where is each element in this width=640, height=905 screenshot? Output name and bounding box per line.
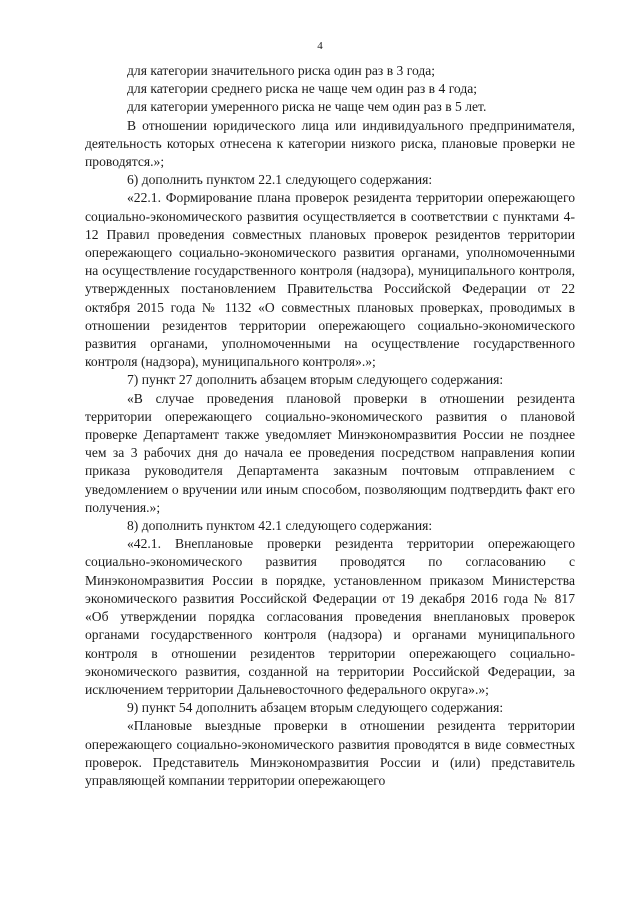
paragraph-clause-22-1: «22.1. Формирование плана проверок резидента территории опережающего социально-экономического развития осуществляется в соответствии с пунктами 4-12 Правил проведения совместных плановых проверок резидентов территории опережающего социально-экономического развития органами, уполномоченными на осуществление государственного контроля (надзора), муниципального контроля, утвержденных постановлением Правительства Российской Федерации от 22 октября 2015 года № 1132 «О совместных плановых проверках, проводимых в отношении резидентов территории опережающего социально-экономического развития органами, уполномоченными на осуществление государственного контроля (надзора), муниципального контроля».»; xyxy=(85,190,575,370)
paragraph-clause-27: «В случае проведения плановой проверки в отношении резидента территории опережающего социально-экономического развития о плановой проверке Департамент также уведомляет Минэкономразвития России не позднее чем за 3 рабочих дня до начала ее проведения посредством направления копии приказа руководителя Департамента заказным почтовым отправлением с уведомлением о вручении или иным способом, позволяющим подтвердить факт его получения.»; xyxy=(85,390,575,515)
paragraph-item-9: 9) пункт 54 дополнить абзацем вторым следующего содержания: xyxy=(127,700,504,716)
page-number: 4 xyxy=(317,40,323,52)
paragraph-item-8: 8) дополнить пунктом 42.1 следующего содержания: xyxy=(127,518,433,534)
paragraph-low-risk: В отношении юридического лица или индивидуального предпринимателя, деятельность которых отнесена к категории низкого риска, плановые проверки не проводятся.»; xyxy=(85,117,575,170)
paragraph-clause-42-1: «42.1. Внеплановые проверки резидента территории опережающего социально-экономического развития проводятся по согласованию с Минэкономразвития России в порядке, установленном приказом Министерства экономического развития Российской Федерации от 19 декабря 2016 года № 817 «Об утверждении порядка согласования проведения внеплановых проверок органами государственного контроля (надзора) и органами муниципального контроля в отношении резидентов территории опережающего социально-экономического развития, созданной на территории Российской Федерации, за исключением территории Дальневосточного федерального округа».»; xyxy=(85,536,575,697)
paragraph-risk-significant: для категории значительного риска один раз в 3 года; xyxy=(127,63,436,78)
paragraph-item-6: 6) дополнить пунктом 22.1 следующего содержания: xyxy=(127,172,433,188)
paragraph-risk-moderate: для категории умеренного риска не чаще чем один раз в 5 лет. xyxy=(127,99,487,115)
paragraph-risk-medium: для категории среднего риска не чаще чем один раз в 4 года; xyxy=(127,81,478,97)
paragraph-item-7: 7) пункт 27 дополнить абзацем вторым следующего содержания: xyxy=(127,372,504,388)
document-body xyxy=(85,62,575,790)
paragraph-clause-54: «Плановые выездные проверки в отношении резидента территории опережающего социально-экономического развития проводятся в виде совместных проверок. Представитель Минэкономразвития России и (или) представитель управляющей компании территории опережающего xyxy=(85,718,575,788)
